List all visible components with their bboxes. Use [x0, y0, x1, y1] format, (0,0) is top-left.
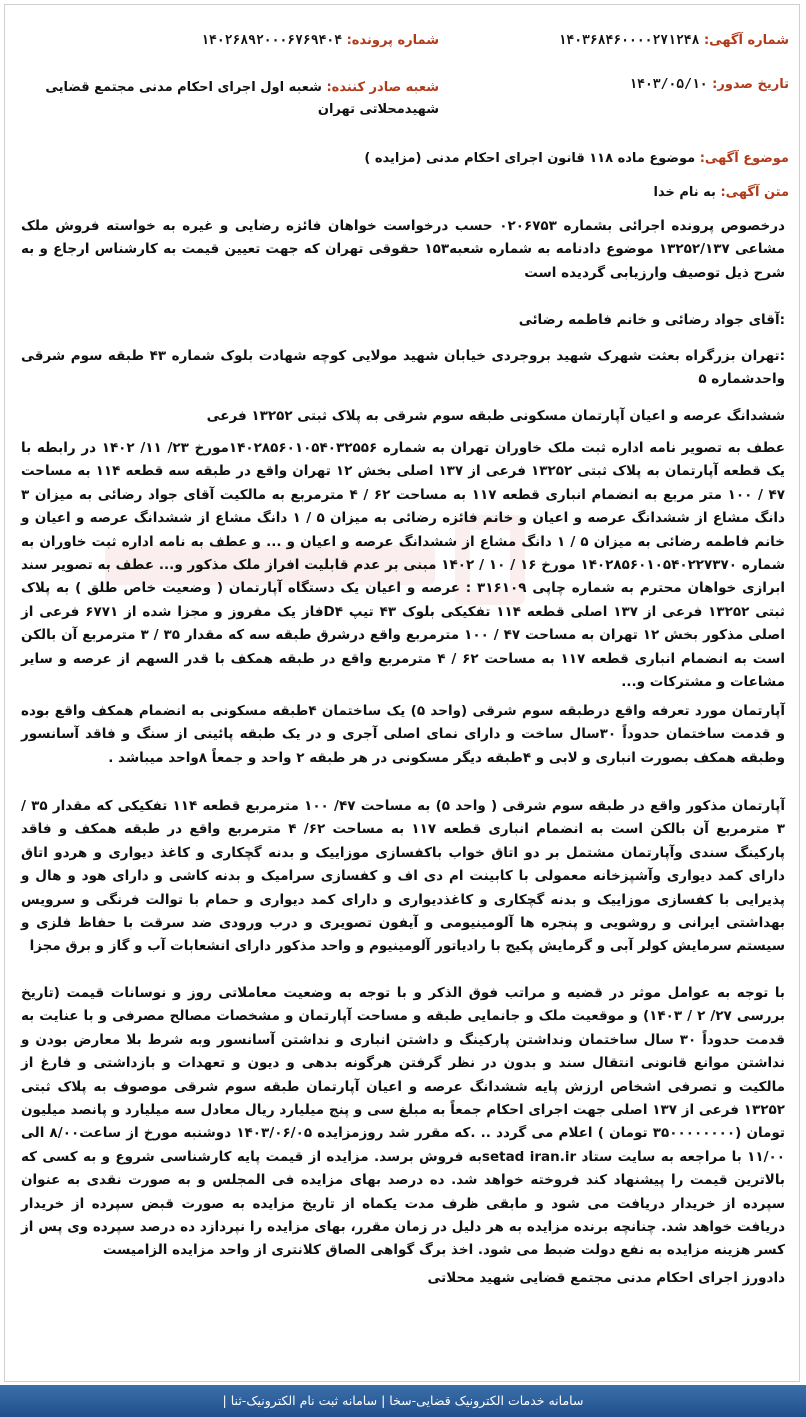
- issue-date-label: تاریخ صدور:: [712, 77, 789, 92]
- subject-label: موضوع آگهی:: [699, 151, 789, 166]
- issue-date-value: ۱۴۰۳/۰۵/۱۰: [629, 77, 708, 92]
- subject-value: موضوع ماده ۱۱۸ قانون اجرای احکام مدنی (مزایده ): [364, 151, 696, 166]
- case-number-row: [19, 33, 439, 48]
- paragraph-title: ششدانگ عرصه و اعیان آپارتمان مسکونی طبقه سوم شرقی به پلاک ثبتی ۱۳۲۵۲ فرعی: [206, 408, 785, 424]
- footer-link-sana[interactable]: سامانه ثبت نام الکترونیک-ثنا: [230, 1393, 378, 1408]
- issuing-branch-value: شعبه اول اجرای احکام مدنی مجتمع قضایی شهیدمحلاتی تهران: [45, 80, 439, 117]
- body-heading: به نام خدا: [653, 185, 716, 200]
- ad-number-row: [409, 33, 789, 48]
- subject-row: [29, 151, 789, 166]
- body-label-row: [29, 185, 789, 200]
- paragraph-valuation: با توجه به عوامل موثر در قضیه و مراتب فوق الذکر و با توجه به وضعیت معاملاتی روز و نوسانات قیمت (تاریخ بررسی ۲۷/ ۲ / ۱۴۰۳) و موقعیت ملک و جانمایی طبقه و مساحت آپارتمان و مشخصات مصالح مصرفی و با عنایت به قدمت حدوداً ۳۰ سال ساختمان ونداشتن پارکینگ و داشتن انباری و نداشتن آسانسور وبه شرط بلا معارض بودن و نداشتن موانع قانونی انتقال سند و بدون در نظر گرفتن هرگونه بدهی و دیون و تعهدات و بازداشتی و فارغ از مالکیت و تصرفی اشخاص ارزش پایه ششدانگ عرصه و اعیان آپارتمان طبقه سوم شرقی موصوف به پلاک ثبتی ۱۳۲۵۲ فرعی از ۱۳۷ اصلی جهت اجرای احکام جمعاً به مبلغ سی و پنج میلیارد ریال معادل سه میلیارد و پانصد میلیون تومان (۳۵۰۰۰۰۰۰۰۰ تومان ) اعلام می گردد .. .که مقرر شد روزمزایده ۱۴۰۳/۰۶/۰۵ دوشنبه مورخ از ساعت۸/۰۰ الی ۱۱/۰۰ با مراجعه به سایت ستاد setad iran.irبه فروش برسد. مزایده از قیمت پایه کارشناسی شروع و به کسی که بالاترین قیمت را پیشنهاد کند فروخته خواهد شد. ده درصد بهای مزایده فی المجلس و به صورت نقدی به عنوان سپرده از خریدار دریافت می شود و مابقی ظرف مدت یکماه از تاریخ مزایده به صورت قبض سپرده از خریدار دریافت خواهد شد. چنانچه برنده مزایده به هر دلیل در زمان مقرر، بهای مزایده را نپردازد ده درصد سپرده وی پس از کسر هزینه مزایده به نفع دولت ضبط می شود. اخذ برگ گواهی الصاق کلانتری از واحد مزایده الزامیست: [21, 985, 786, 1259]
- issue-date-row: [429, 77, 789, 92]
- case-number-label: شماره پرونده:: [346, 33, 439, 48]
- footer-link-sakha[interactable]: سامانه خدمات الکترونیک قضایی-سخا: [389, 1393, 584, 1408]
- issuing-branch-label: شعبه صادر کننده:: [326, 80, 439, 95]
- footer-separator: |: [381, 1393, 386, 1408]
- document-frame: [4, 4, 800, 1382]
- paragraph-owners: :آقای جواد رضائی و خانم فاطمه رضائی: [518, 312, 785, 328]
- footer-separator-end: |: [222, 1393, 227, 1408]
- paragraph-address: :تهران بزرگراه بعثت شهرک شهید بروجردی خیابان شهید مولایی کوچه شهادت بلوک شماره ۴۳ طبقه سوم شرقی واحدشماره ۵: [21, 348, 785, 388]
- body-label: متن آگهی:: [720, 185, 789, 200]
- paragraph-signature: دادورز اجرای احکام مدنی مجتمع قضایی شهید محلاتی: [427, 1270, 785, 1286]
- issuing-branch-row: [19, 77, 439, 121]
- case-number-value: ۱۴۰۲۶۸۹۲۰۰۰۶۷۶۹۴۰۴: [201, 33, 343, 48]
- ad-number-value: ۱۴۰۳۶۸۴۶۰۰۰۰۲۷۱۲۴۸: [558, 33, 700, 48]
- ad-number-label: شماره آگهی:: [703, 33, 789, 48]
- paragraph-registry: عطف به تصویر نامه اداره ثبت ملک خاوران تهران به شماره ۱۴۰۲۸۵۶۰۱۰۵۴۰۳۲۵۵۶مورخ ۲۳/ ۱۱/ ۱۴۰۲ در رابطه با یک قطعه آپارتمان به پلاک ثبتی ۱۳۲۵۲ فرعی از ۱۳۷ اصلی بخش ۱۲ تهران واقع در طبقه سه قطعه ۱۱۴ به مساحت ۴۷ / ۱۰۰ متر مربع به انضمام انباری قطعه ۱۱۷ به مساحت ۶۲ / ۴ مترمربع به مالکیت آقای جواد رضائی به میزان ۳ دانگ مشاع از ششدانگ عرصه و اعیان و خانم فائزه رضائی به میزان ۵ / ۱ دانگ مشاع از ششدانگ عرصه و اعیان و خانم فاطمه رضائی به میزان ۵ / ۱ دانگ مشاع از ششدانگ عرصه و اعیان و ... و عطف به نامه اداره ثبت خاوران به شماره ۱۴۰۲۸۵۶۰۱۰۵۴۰۲۲۷۳۷۰ مورخ ۱۶ / ۱۰ / ۱۴۰۲ مبنی بر عدم قابلیت افراز ملک مذکور و... عطف به تصویر سند ابرازی خواهان محترم به شماره چاپی ۳۱۶۱۰۹ : عرصه و اعیان یک دستگاه آپارتمان ( وضعیت خاص طلق ) به پلاک ثبتی ۱۳۲۵۲ فرعی از ۱۳۷ اصلی قطعه ۱۱۴ تفکیکی بلوک ۴۳ تیپ D۴فاز یک مفروز و مجزا شده از ۶۷۷۱ فرعی از اصلی مذکور بخش ۱۲ تهران به مساحت ۴۷ / ۱۰۰ مترمربع واقع درشرق طبقه سه که مقدار ۳۵ / ۳ مترمربع آن بالکن است به انضمام انباری قطعه ۱۱۷ به مساحت ۶۲ / ۴ مترمربع واقع در طبقه همکف با قدر السهم از عرصه و سایر مشاعات و مشترکات و...: [21, 440, 786, 691]
- paragraph-intro: درخصوص پرونده اجرائی بشماره ۰۲۰۶۷۵۳ حسب درخواست خواهان فائزه رضایی و غیره به خواسته فروش ملک مشاعی ۱۳۲۵۲/۱۳۷ موضوع دادنامه به شماره شعبه۱۵۳ حقوقی تهران که جهت تعیین قیمت به کارشناس ارجاع و به شرح ذیل توصیف وارزیابی گردیده است: [21, 218, 785, 281]
- footer-bar: [0, 1385, 806, 1417]
- paragraph-building: آپارتمان مورد تعرفه واقع درطبقه سوم شرقی (واحد ۵) یک ساختمان ۴طبقه مسکونی به انضمام همکف واقع بوده و قدمت ساختمان حدوداً ۳۰سال ساخت و دارای نمای اصلی آجری و در یک طبقه پائینی از سنگ و فاقد آسانسور وطبقه همکف بصورت انباری و لابی و ۴طبقه دیگر مسکونی در هر طبقه ۲ واحد و جمعاً ۸واحد میباشد .: [21, 703, 785, 766]
- paragraph-apartment: آپارتمان مذکور واقع در طبقه سوم شرقی ( واحد ۵) به مساحت ۴۷/ ۱۰۰ مترمربع قطعه ۱۱۴ تفکیکی که مقدار ۳۵ / ۳ مترمربع آن بالکن است به انضمام انباری قطعه ۱۱۷ به مساحت ۶۲/ ۴ مترمربع واقع در طبقه همکف و فاقد پارکینگ سندی وآپارتمان مشتمل بر دو اتاق خواب باکفسازی موزاییک و بدنه گچکاری و کاغذ دیواری و هردو اتاق دارای کمد دیواری وآشپزخانه معمولی با کابینت ام دی اف و کفسازی سرامیک و بدنه کاشی و دارای هود و هال و پذیرایی با کفسازی موزاییک و بدنه گچکاری و کاغذدیواری و دارای کمد دیواری و حمام با توالت فرنگی و سرویس بهداشتی ایرانی و روشویی و پنجره ها آلومینیومی و آیفون تصویری و درب ورودی ضد سرقت با حفاظ فلزی و سیستم سرمایش کولر آبی و گرمایش پکیج با رادیاتور آلومینیوم و واحد مذکور دارای انشعابات آب و گاز و برق مجزا: [21, 798, 785, 955]
